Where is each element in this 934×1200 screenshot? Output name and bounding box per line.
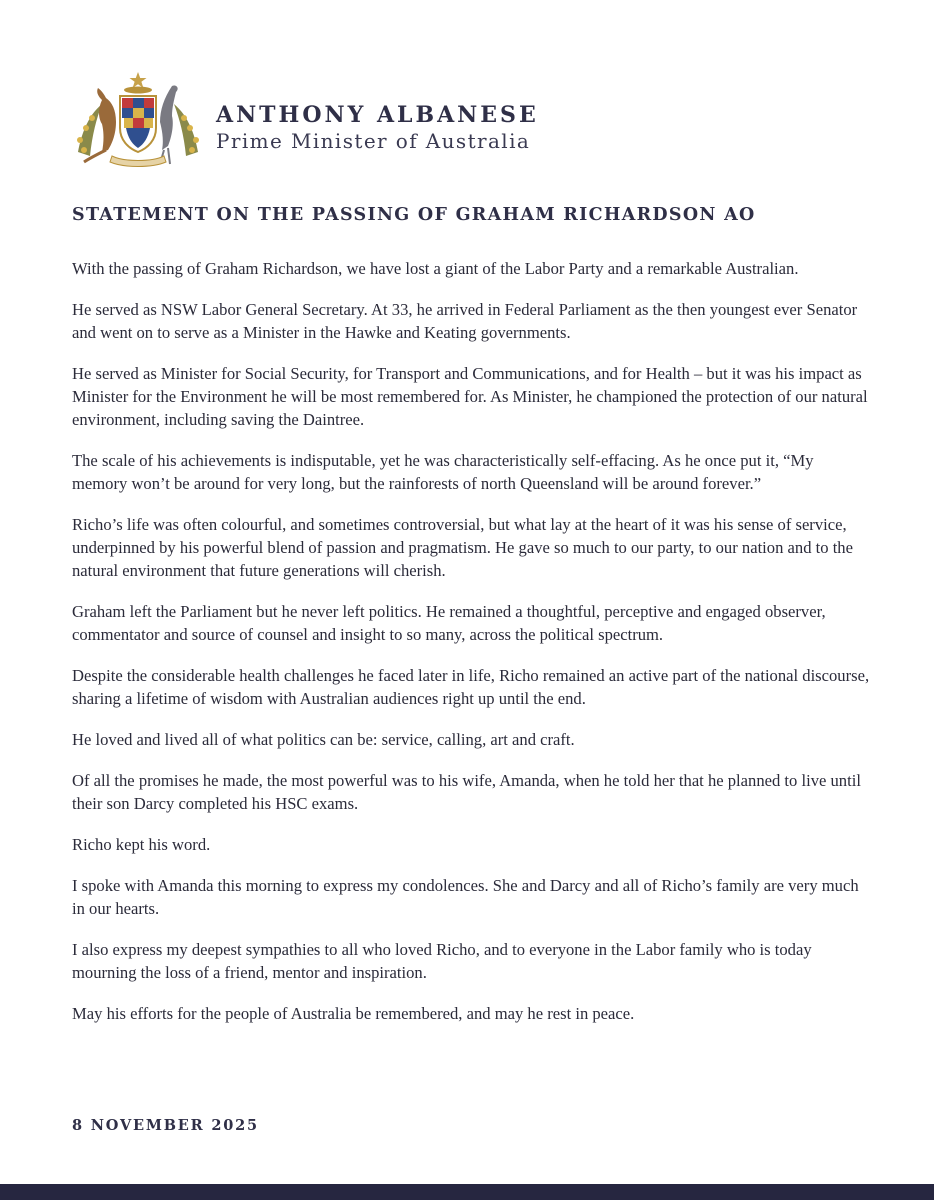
- statement-paragraph: May his efforts for the people of Australia be remembered, and may he rest in peace.: [72, 1004, 635, 1023]
- statement-paragraph: Richo kept his word.: [72, 835, 211, 854]
- statement-paragraph: The scale of his achievements is indisputable, yet he was characteristically self-effacing. As he once put it, “My memory won’t be around for very long, but the rainforests of north Queensland will be around forever.”: [72, 451, 814, 493]
- statement-paragraph: Richo’s life was often colourful, and sometimes controversial, but what lay at the heart of it was his sense of service, underpinned by his powerful blend of passion and pragmatism. He gave so much to our party, to our nation and to the natural environment that future generations will cherish.: [72, 515, 853, 580]
- statement-paragraph: He served as Minister for Social Security, for Transport and Communications, and for Health – but it was his impact as Minister for the Environment he will be most remembered for. As Minister, he championed the protection of our natural environment, including saving the Daintree.: [72, 364, 868, 429]
- prime-minister-title: Prime Minister of Australia: [216, 129, 531, 153]
- statement-paragraph: I also express my deepest sympathies to all who loved Richo, and to everyone in the Labor family who is today mourning the loss of a friend, mentor and inspiration.: [72, 940, 812, 982]
- statement-paragraph: Of all the promises he made, the most powerful was to his wife, Amanda, when he told her that he planned to live until their son Darcy completed his HSC exams.: [72, 771, 861, 813]
- statement-heading: STATEMENT ON THE PASSING OF GRAHAM RICHARDSON AO: [72, 205, 756, 225]
- prime-minister-name: ANTHONY ALBANESE: [216, 102, 539, 128]
- statement-paragraph: He served as NSW Labor General Secretary. At 33, he arrived in Federal Parliament as the then youngest ever Senator and went on to serve as a Minister in the Hawke and Keating governments.: [72, 300, 858, 342]
- statement-paragraph: I spoke with Amanda this morning to express my condolences. She and Darcy and all of Richo’s family are very much in our hearts.: [72, 876, 859, 918]
- statement-body: [72, 257, 872, 1043]
- footer-bar: [0, 1184, 934, 1200]
- statement-date: 8 NOVEMBER 2025: [72, 1117, 259, 1134]
- statement-paragraph: Despite the considerable health challenges he faced later in life, Richo remained an active part of the national discourse, sharing a lifetime of wisdom with Australian audiences right up until the end.: [72, 666, 870, 708]
- letterhead-text: [216, 102, 539, 154]
- australian-coat-of-arms-icon: [68, 70, 208, 170]
- statement-paragraph: He loved and lived all of what politics can be: service, calling, art and craft.: [72, 730, 575, 749]
- statement-paragraph: With the passing of Graham Richardson, we have lost a giant of the Labor Party and a remarkable Australian.: [72, 259, 799, 278]
- letterhead: [68, 70, 668, 170]
- statement-paragraph: Graham left the Parliament but he never left politics. He remained a thoughtful, perceptive and engaged observer, commentator and source of counsel and insight to so many, across the political spectrum.: [72, 602, 826, 644]
